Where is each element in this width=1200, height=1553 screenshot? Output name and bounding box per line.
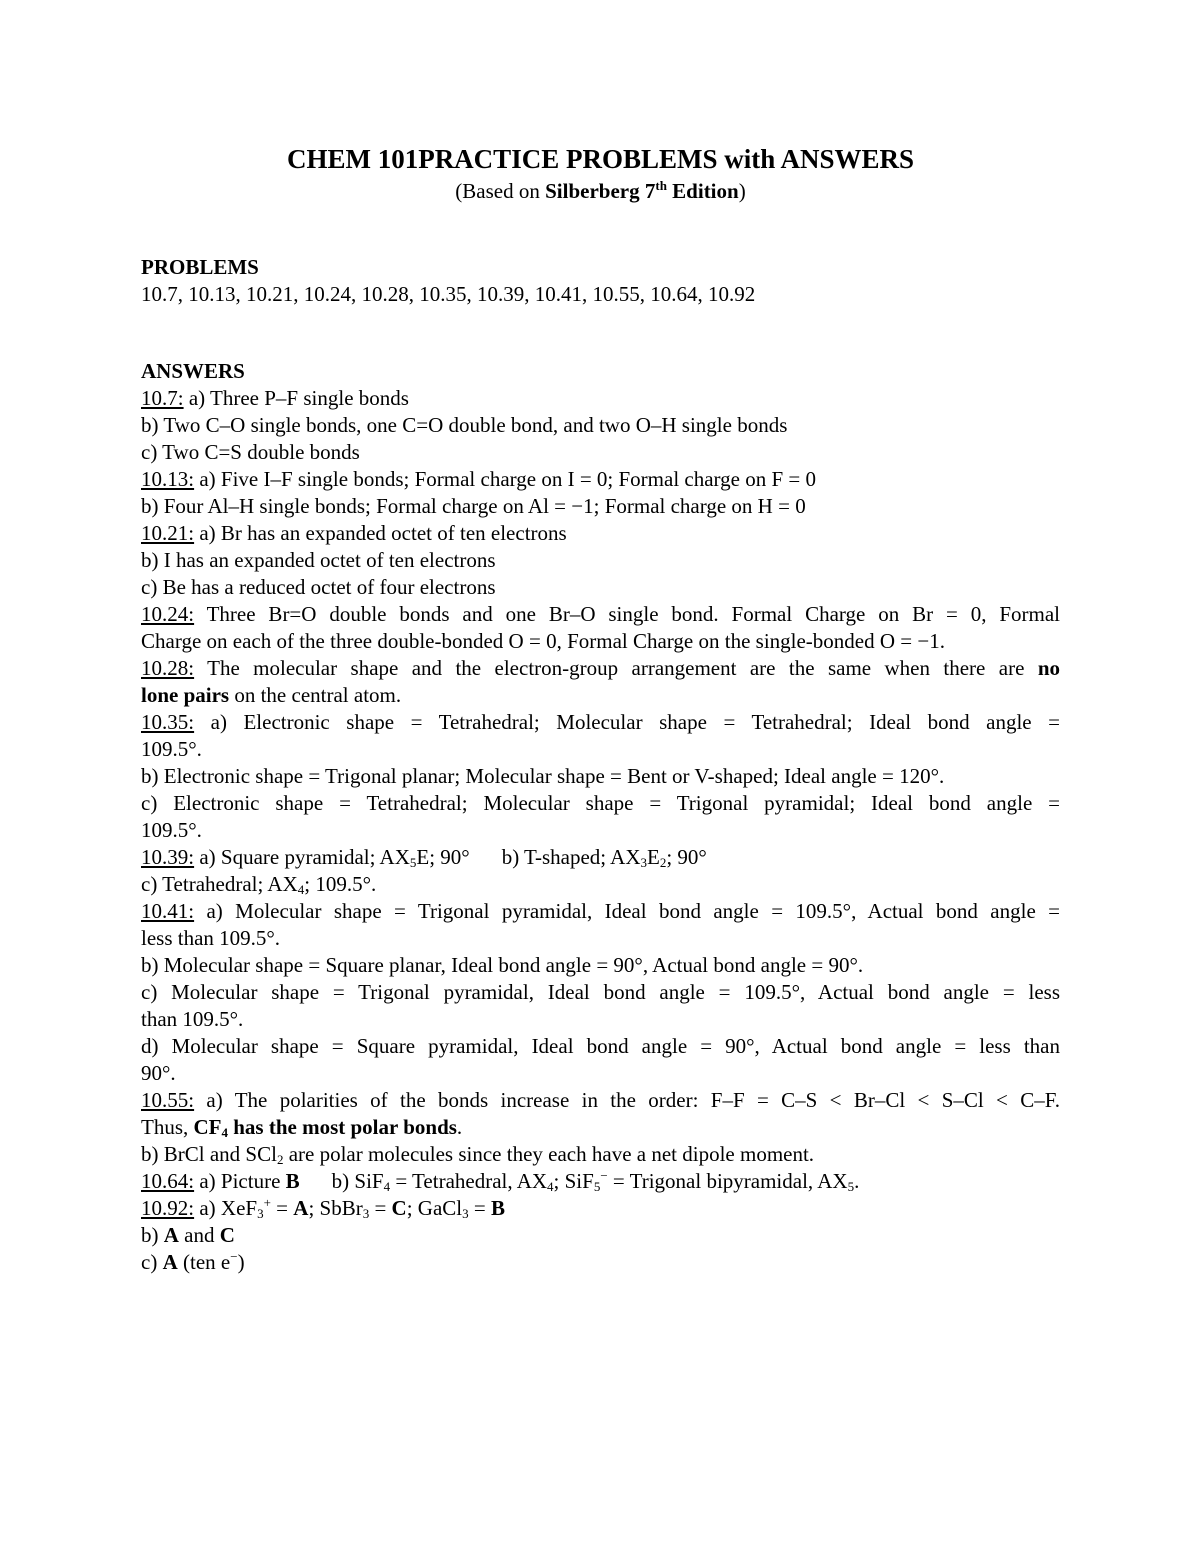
answer-bold-text: B <box>285 1169 300 1193</box>
answer-text: ; SiF <box>553 1169 594 1193</box>
answer-text: . <box>854 1169 860 1193</box>
subscript: 4 <box>297 882 305 897</box>
problems-heading: PROBLEMS <box>141 255 259 279</box>
answer-10-28-line2 <box>141 682 1060 709</box>
answer-10-7-a <box>141 385 1060 412</box>
document-title: CHEM 101PRACTICE PROBLEMS with ANSWERS <box>286 144 915 174</box>
answer-10-13-a <box>141 466 1060 493</box>
answer-bold-text: A <box>293 1196 309 1220</box>
answer-bold-text: B <box>490 1196 505 1220</box>
answer-text: = Tetrahedral, AX <box>390 1169 548 1193</box>
subtitle-superscript: th <box>655 178 667 193</box>
subscript: 4 <box>383 1179 391 1194</box>
answer-text: b) T-shaped; AX <box>501 845 641 869</box>
answer-10-41-d2: 90°. <box>141 1061 176 1085</box>
answer-text: ) <box>237 1250 245 1274</box>
answers-body <box>141 385 1060 1276</box>
answer-text: ; GaCl <box>406 1196 463 1220</box>
answer-text: b) BrCl and SCl <box>141 1142 277 1166</box>
answer-text: c) <box>141 1250 163 1274</box>
document-subtitle <box>141 178 1060 205</box>
answer-number: 10.92: <box>141 1196 195 1220</box>
subscript: 5 <box>593 1179 601 1194</box>
answer-text: a) Br has an expanded octet of ten electrons <box>194 521 567 545</box>
answer-10-55-a1 <box>141 1087 1060 1114</box>
answer-10-55-b <box>141 1141 1060 1168</box>
answer-number: 10.35: <box>141 710 195 734</box>
answer-text: a) Square pyramidal; AX <box>194 845 410 869</box>
answer-10-7-b: b) Two C–O single bonds, one C=O double bond, and two O–H single bonds <box>141 413 788 437</box>
answer-text: E; 90° <box>416 845 470 869</box>
subscript: 3 <box>462 1206 469 1221</box>
subscript: 4 <box>221 1125 228 1140</box>
answer-text: . <box>456 1115 463 1139</box>
answer-bold-text: C <box>391 1196 407 1220</box>
answer-number: 10.41: <box>141 899 195 923</box>
answer-10-35-a1 <box>141 709 1060 736</box>
answer-text: ; 90° <box>666 845 707 869</box>
answer-10-21-a <box>141 520 1060 547</box>
answer-text: E <box>647 845 660 869</box>
answer-text: a) Picture <box>194 1169 286 1193</box>
subtitle-close: ) <box>738 179 746 203</box>
answer-text: a) Electronic shape = Tetrahedral; Molecular shape = Tetrahedral; Ideal bond angle = <box>194 710 1060 734</box>
answer-text: = <box>369 1196 392 1220</box>
subscript: 2 <box>659 855 667 870</box>
answer-10-92-c <box>141 1249 1060 1276</box>
answer-number: 10.64: <box>141 1169 195 1193</box>
answer-10-92-b <box>141 1222 1060 1249</box>
superscript: + <box>263 1195 271 1210</box>
answer-text: = <box>270 1196 294 1220</box>
answer-bold-text: CF <box>193 1115 222 1139</box>
answer-number: 10.55: <box>141 1088 195 1112</box>
subscript: 4 <box>547 1179 554 1194</box>
answer-10-35-c2: 109.5°. <box>141 818 202 842</box>
answer-10-92-a <box>141 1195 1060 1222</box>
answer-text: c) Tetrahedral; AX <box>141 872 298 896</box>
answer-text: a) XeF <box>194 1196 258 1220</box>
subscript: 5 <box>409 855 417 870</box>
answer-10-21-c: c) Be has a reduced octet of four electrons <box>141 575 496 599</box>
answer-10-35-a2: 109.5°. <box>141 737 202 761</box>
answer-10-41-c2: than 109.5°. <box>141 1007 244 1031</box>
answers-heading: ANSWERS <box>141 359 245 383</box>
answer-bold-text: has the most polar bonds <box>233 1115 457 1139</box>
answer-text: a) The polarities of the bonds increase in the order: F–F = C–S < Br–Cl < S–Cl < C–F. <box>194 1088 1060 1112</box>
answer-10-28-line1 <box>141 655 1060 682</box>
answer-bold-text: C <box>219 1223 235 1247</box>
subscript: 2 <box>276 1152 284 1167</box>
answer-10-13-b: b) Four Al–H single bonds; Formal charge on Al = −1; Formal charge on H = 0 <box>141 494 806 518</box>
answer-text: a) Five I–F single bonds; Formal charge on I = 0; Formal charge on F = 0 <box>194 467 817 491</box>
superscript: − <box>230 1249 238 1264</box>
problems-list: 10.7, 10.13, 10.21, 10.24, 10.28, 10.35, 10.39, 10.41, 10.55, 10.64, 10.92 <box>141 282 756 306</box>
subscript: 3 <box>257 1206 264 1221</box>
answer-10-7-c: c) Two C=S double bonds <box>141 440 360 464</box>
answer-10-35-c1: c) Electronic shape = Tetrahedral; Molecular shape = Trigonal pyramidal; Ideal bond angle = <box>141 791 1060 815</box>
answer-text: = <box>468 1196 491 1220</box>
answer-number: 10.28: <box>141 656 195 680</box>
answer-10-41-c1: c) Molecular shape = Trigonal pyramidal, Ideal bond angle = 109.5°, Actual bond angle = less <box>141 980 1060 1004</box>
answer-text: b) <box>141 1223 164 1247</box>
answer-text: are polar molecules since they each have a net dipole moment. <box>283 1142 815 1166</box>
answer-10-64 <box>141 1168 1060 1195</box>
answer-10-24-line2: Charge on each of the three double-bonded O = 0, Formal Charge on the single-bonded O = −1. <box>141 629 945 653</box>
answer-bold-text: lone pairs <box>141 683 230 707</box>
superscript: − <box>600 1168 608 1183</box>
subtitle-edition: Edition <box>672 179 739 203</box>
answer-text: The molecular shape and the electron-group arrangement are the same when there are <box>194 656 1025 680</box>
answer-10-35-b: b) Electronic shape = Trigonal planar; Molecular shape = Bent or V-shaped; Ideal angle = 120°. <box>141 764 945 788</box>
answer-10-55-a2 <box>141 1114 1060 1141</box>
answer-text: on the central atom. <box>229 683 402 707</box>
answer-10-41-a2: less than 109.5°. <box>141 926 281 950</box>
answer-10-41-d1: d) Molecular shape = Square pyramidal, Ideal bond angle = 90°, Actual bond angle = less than <box>141 1034 1060 1058</box>
answer-10-24-line1 <box>141 601 1060 628</box>
answer-number: 10.39: <box>141 845 195 869</box>
answer-text: Three Br=O double bonds and one Br–O single bond. Formal Charge on Br = 0, Formal <box>194 602 1060 626</box>
answer-bold-text: no <box>1037 656 1060 680</box>
answer-text: = Trigonal bipyramidal, AX <box>607 1169 848 1193</box>
answer-bold-text: A <box>163 1223 179 1247</box>
subtitle-author: Silberberg 7 <box>545 179 656 203</box>
subscript: 5 <box>847 1179 855 1194</box>
subscript: 3 <box>362 1206 370 1221</box>
answer-10-41-b: b) Molecular shape = Square planar, Ideal bond angle = 90°, Actual bond angle = 90°. <box>141 953 864 977</box>
subtitle-open: (Based on <box>455 179 540 203</box>
answer-text: and <box>178 1223 220 1247</box>
subscript: 3 <box>640 855 648 870</box>
answer-10-39-c <box>141 871 1060 898</box>
answer-bold-text: A <box>162 1250 178 1274</box>
answer-number: 10.21: <box>141 521 195 545</box>
answer-text: b) SiF <box>331 1169 384 1193</box>
answer-text: (ten e <box>177 1250 231 1274</box>
answer-10-39-ab <box>141 844 1060 871</box>
answer-number: 10.13: <box>141 467 195 491</box>
answer-number: 10.24: <box>141 602 195 626</box>
answer-10-41-a1 <box>141 898 1060 925</box>
answer-text: ; 109.5°. <box>304 872 377 896</box>
answer-number: 10.7: <box>141 386 184 410</box>
answer-10-21-b: b) I has an expanded octet of ten electrons <box>141 548 496 572</box>
answer-text: ; SbBr <box>308 1196 363 1220</box>
answer-text: a) Molecular shape = Trigonal pyramidal, Ideal bond angle = 109.5°, Actual bond angle = <box>194 899 1060 923</box>
answer-text: Thus, <box>141 1115 194 1139</box>
answer-text: a) Three P–F single bonds <box>183 386 409 410</box>
